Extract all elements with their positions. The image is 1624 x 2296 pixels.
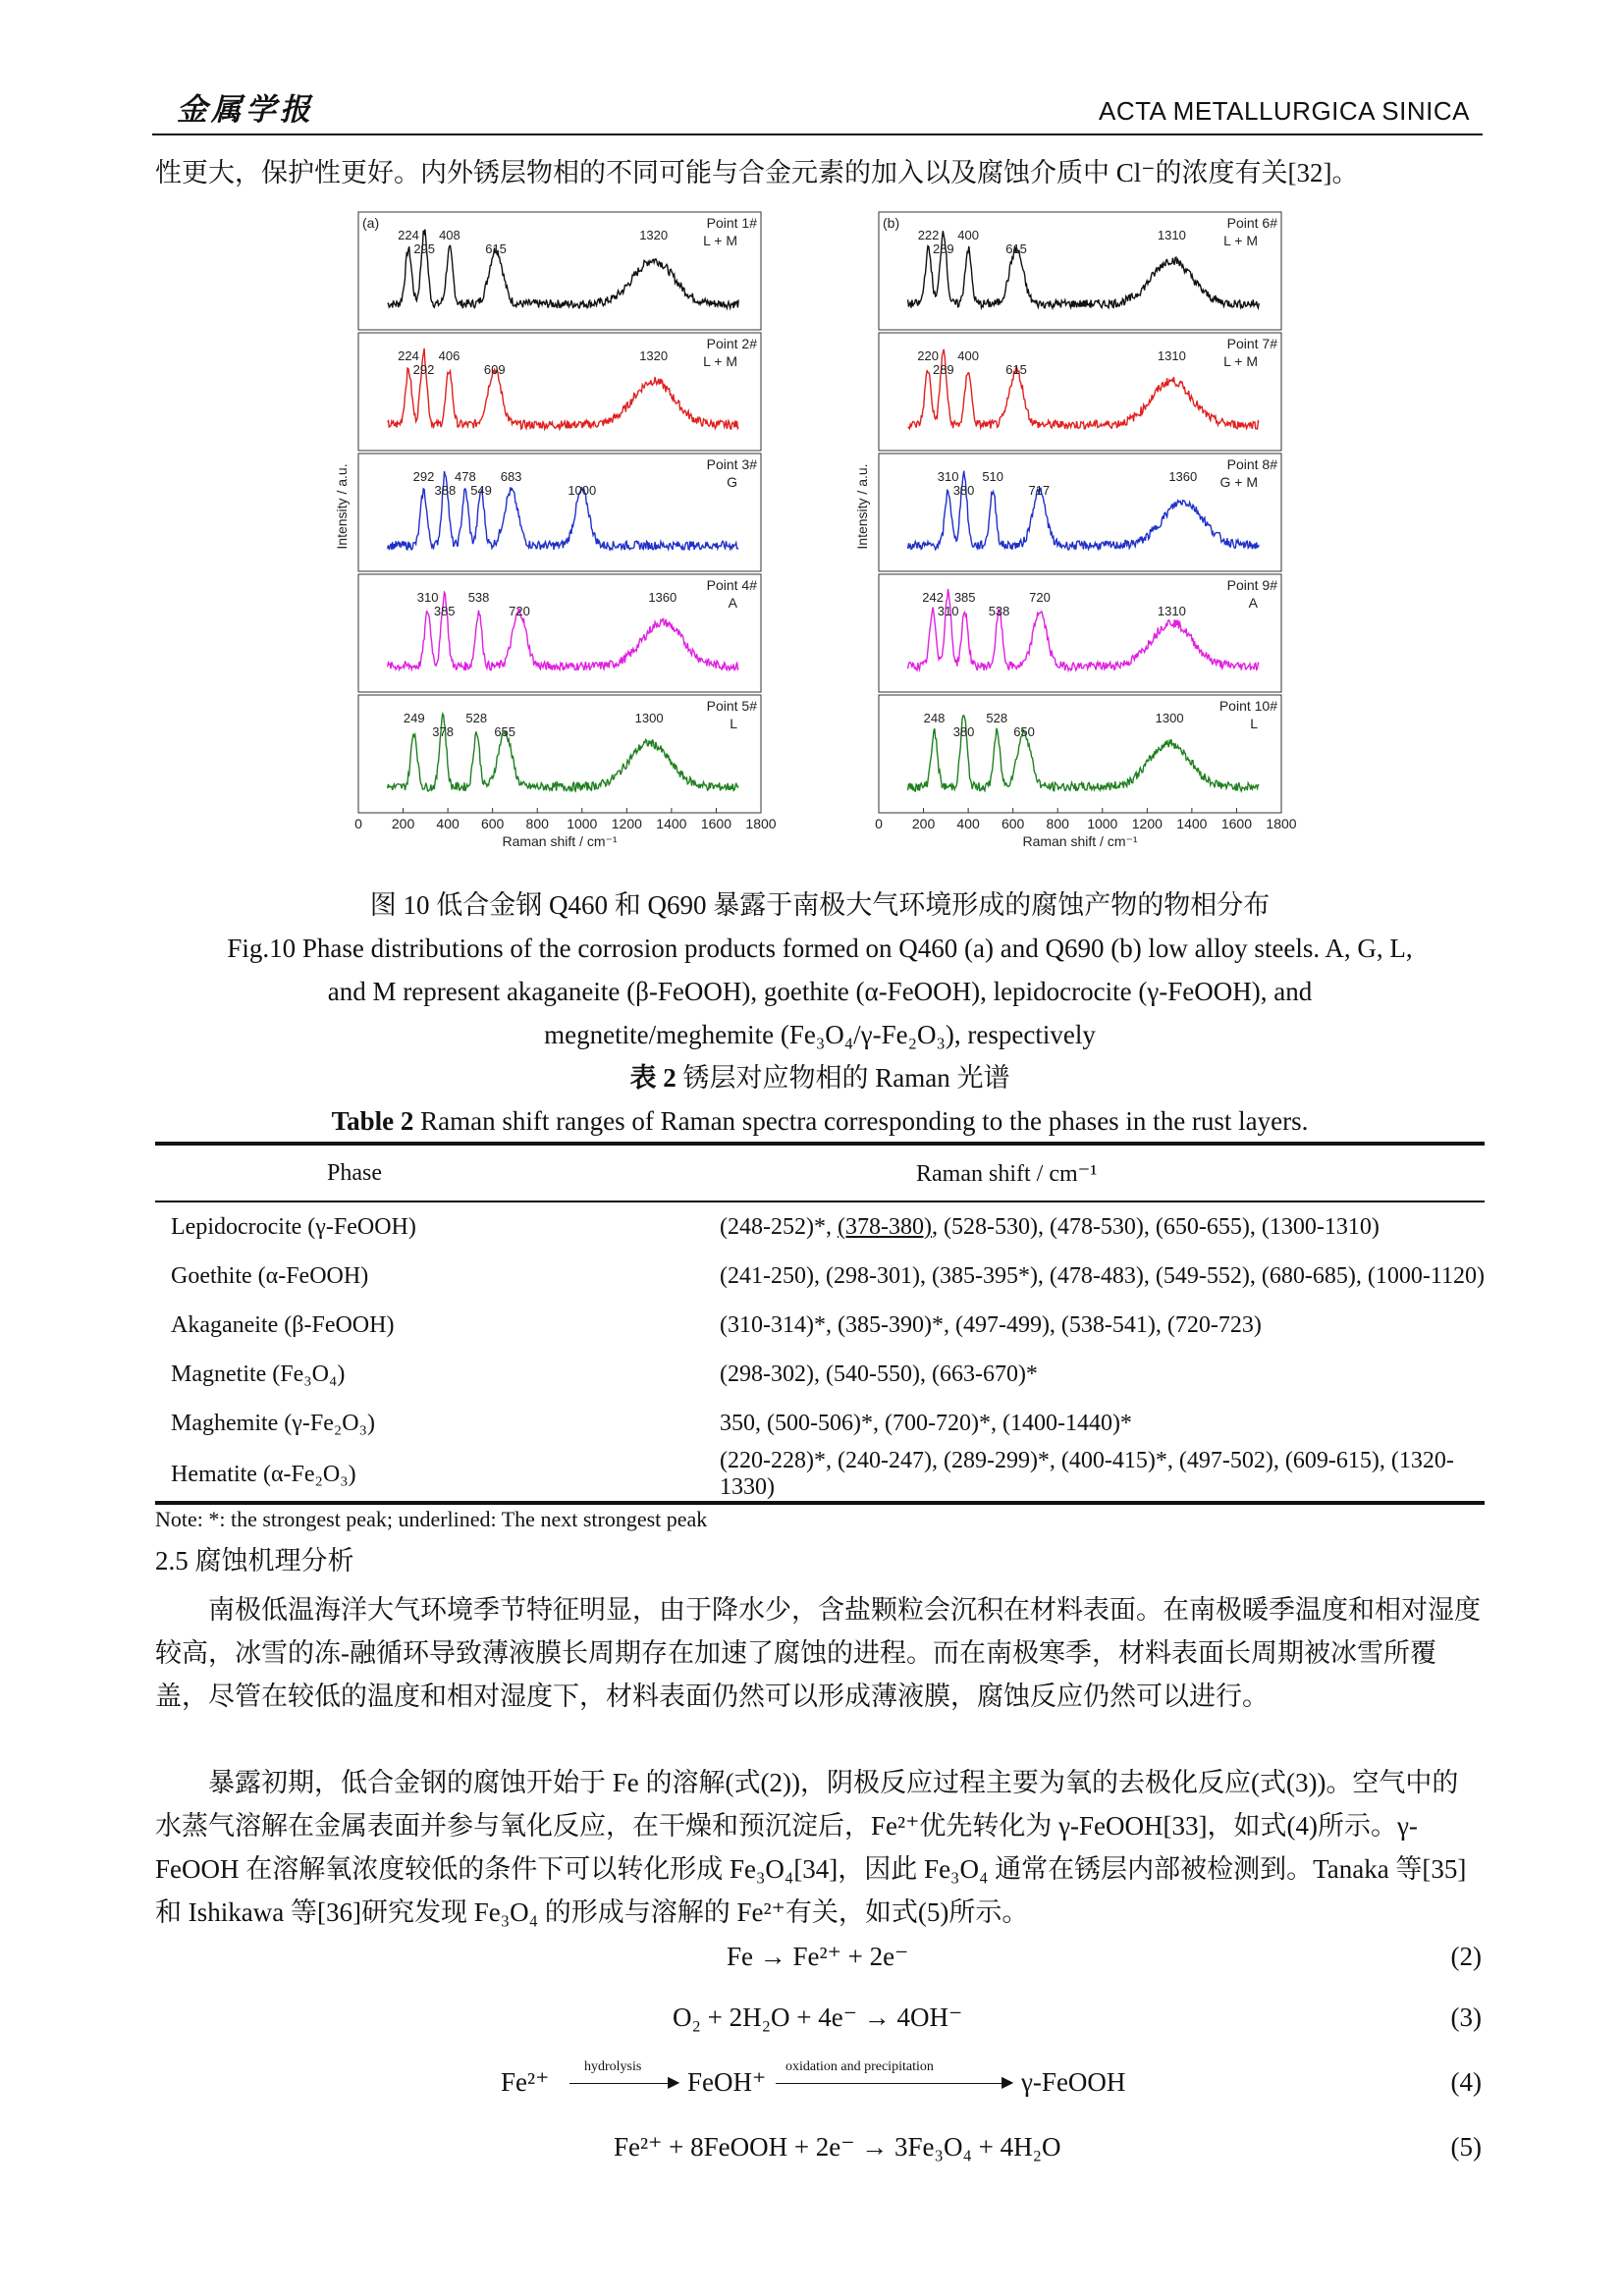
- table-title-cn-text: 锈层对应物相的 Raman 光谱: [676, 1063, 1010, 1093]
- peak-label: 388: [434, 483, 457, 498]
- table-row: [155, 1252, 1485, 1301]
- x-tick-label: 600: [1001, 816, 1025, 831]
- x-tick-label: 800: [525, 816, 549, 831]
- phase-label: G: [727, 474, 737, 490]
- phase-label: L + M: [1223, 233, 1258, 248]
- x-tick-label: 600: [480, 816, 505, 831]
- peak-label: 224: [398, 348, 419, 363]
- equation-5-number: (5): [1450, 2132, 1482, 2162]
- peak-label: 292: [412, 362, 435, 377]
- eq4-arrow2: [776, 2083, 1011, 2084]
- peak-label: 310: [937, 469, 959, 484]
- peak-label: 615: [1005, 362, 1027, 377]
- peak-label: 615: [1005, 241, 1027, 256]
- peak-label: 510: [982, 469, 1004, 484]
- table-header-row: [155, 1144, 1485, 1201]
- peak-label: 1360: [648, 590, 677, 605]
- x-tick-label: 1000: [1087, 816, 1118, 831]
- peak-label: 1360: [1168, 469, 1198, 484]
- x-tick-label: 0: [354, 816, 362, 831]
- table-title-en-text: Raman shift ranges of Raman spectra corresponding to the phases in the rust layers.: [413, 1106, 1309, 1136]
- point-label: Point 5#: [706, 698, 757, 714]
- panel-label: (b): [883, 215, 900, 231]
- peak-label: 528: [465, 711, 488, 725]
- shift-part: (248-252)*,: [720, 1213, 838, 1240]
- peak-label: 408: [439, 228, 460, 242]
- panel-label: (a): [362, 215, 380, 231]
- peak-label: 249: [403, 711, 425, 725]
- point-label: Point 3#: [706, 456, 757, 472]
- equation-4-number: (4): [1450, 2067, 1482, 2097]
- peak-label: 310: [937, 604, 959, 618]
- eq4-arrow1-label: hydrolysis: [584, 2059, 642, 2074]
- eq4-arrow2-head: ▶: [1001, 2074, 1014, 2091]
- peak-label: 538: [988, 604, 1010, 618]
- peak-label: 380: [952, 483, 975, 498]
- peak-label: 1310: [1157, 348, 1186, 363]
- paragraph-top: 性更大，保护性更好。内外锈层物相的不同可能与合金元素的加入以及腐蚀介质中 Cl⁻的浓度有关[32]。: [155, 158, 1359, 187]
- table-cell-phase: Magnetite (Fe₃O₄): [171, 1361, 346, 1387]
- y-axis-label: Intensity / a.u.: [334, 463, 350, 550]
- eq4-mid: FeOH⁺: [687, 2067, 767, 2097]
- table-cell-phase: Goethite (α-FeOOH): [171, 1262, 369, 1289]
- x-tick-label: 1600: [700, 816, 732, 831]
- journal-name: ACTA METALLURGICA SINICA: [1098, 96, 1470, 126]
- phase-label: A: [728, 595, 737, 611]
- figure-caption-en-2: and M represent akaganeite (β-FeOOH), goethite (α-FeOOH), lepidocrocite (γ-FeOOH), and: [327, 977, 1313, 1006]
- x-tick-label: 200: [391, 816, 415, 831]
- paragraph-2: 暴露初期，低合金钢的腐蚀开始于 Fe 的溶解(式(2))，阴极反应过程主要为氧的去极化反应(式(3))。空气中的水蒸气溶解在金属表面并参与氧化反应，在干燥和预沉淀后，Fe²⁺优先转化为 γ-FeOOH[33]，如式(4)所示。γ-FeOOH 在溶解氧浓度较低的条件下可以转化形成 Fe₃O₄[34]，因此 Fe₃O₄ 通常在锈层内部被检测到。Tanaka 等[35]和 Ishikawa 等[36]研究发现 Fe₃O₄ 的形成与溶解的 Fe²⁺有关，如式(5)所示。: [155, 1768, 1467, 1927]
- y-axis-label: Intensity / a.u.: [854, 463, 870, 550]
- section-heading: 2.5 腐蚀机理分析: [155, 1546, 354, 1575]
- table-cell-shift: (310-314)*, (385-390)*, (497-499), (538-541), (720-723): [720, 1311, 1262, 1338]
- eq4-arrow1-head: ▶: [668, 2074, 680, 2091]
- table-cell-shift: (241-250), (298-301), (385-395*), (478-483), (549-552), (680-685), (1000-1120): [720, 1262, 1485, 1289]
- table-row: [155, 1350, 1485, 1399]
- table-row: [155, 1301, 1485, 1350]
- equation-2-number: (2): [1450, 1942, 1482, 1971]
- peak-label: 385: [433, 604, 456, 618]
- eq4-arrow2-label: oxidation and precipitation: [785, 2059, 934, 2074]
- paragraph-1: 南极低温海洋大气环境季节特征明显，由于降水少，含盐颗粒会沉积在材料表面。在南极暖季温度和相对湿度较高，冰雪的冻-融循环导致薄液膜长周期存在加速了腐蚀的进程。而在南极寒季，材料表面长周期被冰雪所覆盖，尽管在较低的温度和相对湿度下，材料表面仍然可以形成薄液膜，腐蚀反应仍然可以进行。: [155, 1595, 1481, 1711]
- phase-label: A: [1248, 595, 1258, 611]
- peak-label: 378: [432, 724, 454, 739]
- peak-label: 549: [470, 483, 492, 498]
- phase-label: L + M: [1223, 353, 1258, 369]
- peak-label: 538: [467, 590, 490, 605]
- table-cell-phase: Lepidocrocite (γ-FeOOH): [171, 1213, 416, 1240]
- x-tick-label: 1400: [1176, 816, 1208, 831]
- peak-label: 1300: [1155, 711, 1184, 725]
- peak-label: 528: [986, 711, 1008, 725]
- figure-caption-en-3: megnetite/meghemite (Fe₃O₄/γ-Fe₂O₃), respectively: [544, 1020, 1096, 1049]
- table-cell-shift: (220-228)*, (240-247), (289-299)*, (400-415)*, (497-502), (609-615), (1320-1330): [720, 1448, 1485, 1503]
- point-label: Point 6#: [1226, 215, 1277, 231]
- table-title-en: [157, 1099, 1483, 1143]
- x-tick-label: 1400: [656, 816, 687, 831]
- peak-label: 295: [413, 241, 436, 256]
- peak-label: 1310: [1157, 228, 1186, 242]
- table-row: [155, 1448, 1485, 1503]
- point-label: Point 2#: [706, 336, 757, 351]
- phase-label: L + M: [703, 353, 737, 369]
- point-label: Point 9#: [1226, 577, 1277, 593]
- x-tick-label: 400: [436, 816, 460, 831]
- peak-label: 650: [1013, 724, 1035, 739]
- x-tick-label: 1200: [1131, 816, 1163, 831]
- point-label: Point 4#: [706, 577, 757, 593]
- x-tick-label: 0: [875, 816, 883, 831]
- table-cell-phase: Maghemite (γ-Fe₂O₃): [171, 1410, 375, 1436]
- figure-caption-en-1: Fig.10 Phase distributions of the corrosion products formed on Q460 (a) and Q690 (b) low alloy steels. A, G, L,: [227, 934, 1413, 963]
- figure-caption-cn: 图 10 低合金钢 Q460 和 Q690 暴露于南极大气环境形成的腐蚀产物的物相分布: [369, 890, 1271, 920]
- equation-2: Fe → Fe²⁺ + 2e⁻: [727, 1942, 909, 1971]
- table-row: [155, 1399, 1485, 1448]
- peak-label: 478: [455, 469, 476, 484]
- peak-label: 615: [485, 241, 507, 256]
- eq4-right: γ-FeOOH: [1021, 2067, 1126, 2097]
- table-cell-shift: 350, (500-506)*, (700-720)*, (1400-1440)*: [720, 1410, 1132, 1436]
- x-tick-label: 1800: [745, 816, 777, 831]
- peak-label: 400: [957, 228, 979, 242]
- eq4-left: Fe²⁺: [501, 2067, 550, 2097]
- peak-label: 289: [932, 241, 954, 256]
- table-title-cn-label: 表 2: [629, 1063, 677, 1093]
- peak-label: 385: [953, 590, 976, 605]
- phase-label: L: [730, 716, 737, 731]
- peak-label: 220: [917, 348, 939, 363]
- peak-label: 292: [412, 469, 435, 484]
- peak-label: 683: [500, 469, 522, 484]
- peak-label: 609: [483, 362, 506, 377]
- x-axis-label: Raman shift / cm⁻¹: [502, 833, 618, 849]
- x-tick-label: 200: [911, 816, 936, 831]
- peak-label: 289: [932, 362, 954, 377]
- eq4-arrow1: [569, 2083, 677, 2084]
- peak-label: 406: [438, 348, 460, 363]
- peak-label: 1310: [1157, 604, 1186, 618]
- journal-logo: 金属学报: [177, 92, 314, 128]
- table-row: [155, 1201, 1485, 1252]
- phase-label: L + M: [703, 233, 737, 248]
- table-title-cn: [157, 1056, 1483, 1099]
- equation-3: O₂ + 2H₂O + 4e⁻ → 4OH⁻: [673, 2002, 963, 2032]
- peak-label: 248: [923, 711, 946, 725]
- shift-underlined: (378-380): [837, 1213, 932, 1240]
- peak-label: 310: [416, 590, 439, 605]
- peak-label: 400: [957, 348, 979, 363]
- table-cell-shift: [720, 1201, 1485, 1252]
- point-label: Point 10#: [1218, 698, 1277, 714]
- peak-label: 380: [952, 724, 975, 739]
- equation-3-number: (3): [1450, 2002, 1482, 2032]
- peak-label: 1320: [639, 228, 669, 242]
- table-title-en-label: Table 2: [331, 1106, 414, 1136]
- phase-label: L: [1250, 716, 1258, 731]
- table-header-shift: Raman shift / cm⁻¹: [720, 1144, 1485, 1201]
- x-tick-label: 1600: [1220, 816, 1253, 831]
- peak-label: 720: [1029, 590, 1051, 605]
- peak-label: 1300: [634, 711, 664, 725]
- raman-figure: [334, 204, 1335, 891]
- point-label: Point 8#: [1226, 456, 1277, 472]
- peak-label: 720: [509, 604, 530, 618]
- table-cell-shift: (298-302), (540-550), (663-670)*: [720, 1361, 1038, 1387]
- peak-label: 222: [917, 228, 940, 242]
- raman-table: [155, 1142, 1485, 1505]
- peak-label: 224: [398, 228, 419, 242]
- peak-label: 717: [1028, 483, 1051, 498]
- x-tick-label: 800: [1046, 816, 1069, 831]
- equation-5: Fe²⁺ + 8FeOOH + 2e⁻ → 3Fe₃O₄ + 4H₂O: [614, 2132, 1061, 2162]
- phase-label: G + M: [1219, 474, 1258, 490]
- x-tick-label: 1000: [567, 816, 598, 831]
- table-header-phase: Phase: [155, 1144, 720, 1201]
- spectrum-line: [908, 231, 1260, 308]
- shift-part: , (528-530), (478-530), (650-655), (1300-1310): [931, 1213, 1380, 1240]
- equation-4: [501, 2059, 1168, 2107]
- table-cell-phase: Akaganeite (β-FeOOH): [171, 1311, 395, 1338]
- peak-label: 242: [922, 590, 944, 605]
- point-label: Point 7#: [1226, 336, 1277, 351]
- point-label: Point 1#: [706, 215, 757, 231]
- x-tick-label: 1800: [1266, 816, 1297, 831]
- header-rule: [152, 133, 1483, 135]
- peak-label: 1320: [639, 348, 669, 363]
- x-tick-label: 1200: [611, 816, 642, 831]
- peak-label: 655: [494, 724, 516, 739]
- table-note: Note: *: the strongest peak; underlined: The next strongest peak: [155, 1507, 708, 1531]
- peak-label: 1000: [568, 483, 597, 498]
- table-cell-phase: Hematite (α-Fe₂O₃): [155, 1448, 720, 1503]
- x-axis-label: Raman shift / cm⁻¹: [1022, 833, 1138, 849]
- x-tick-label: 400: [956, 816, 980, 831]
